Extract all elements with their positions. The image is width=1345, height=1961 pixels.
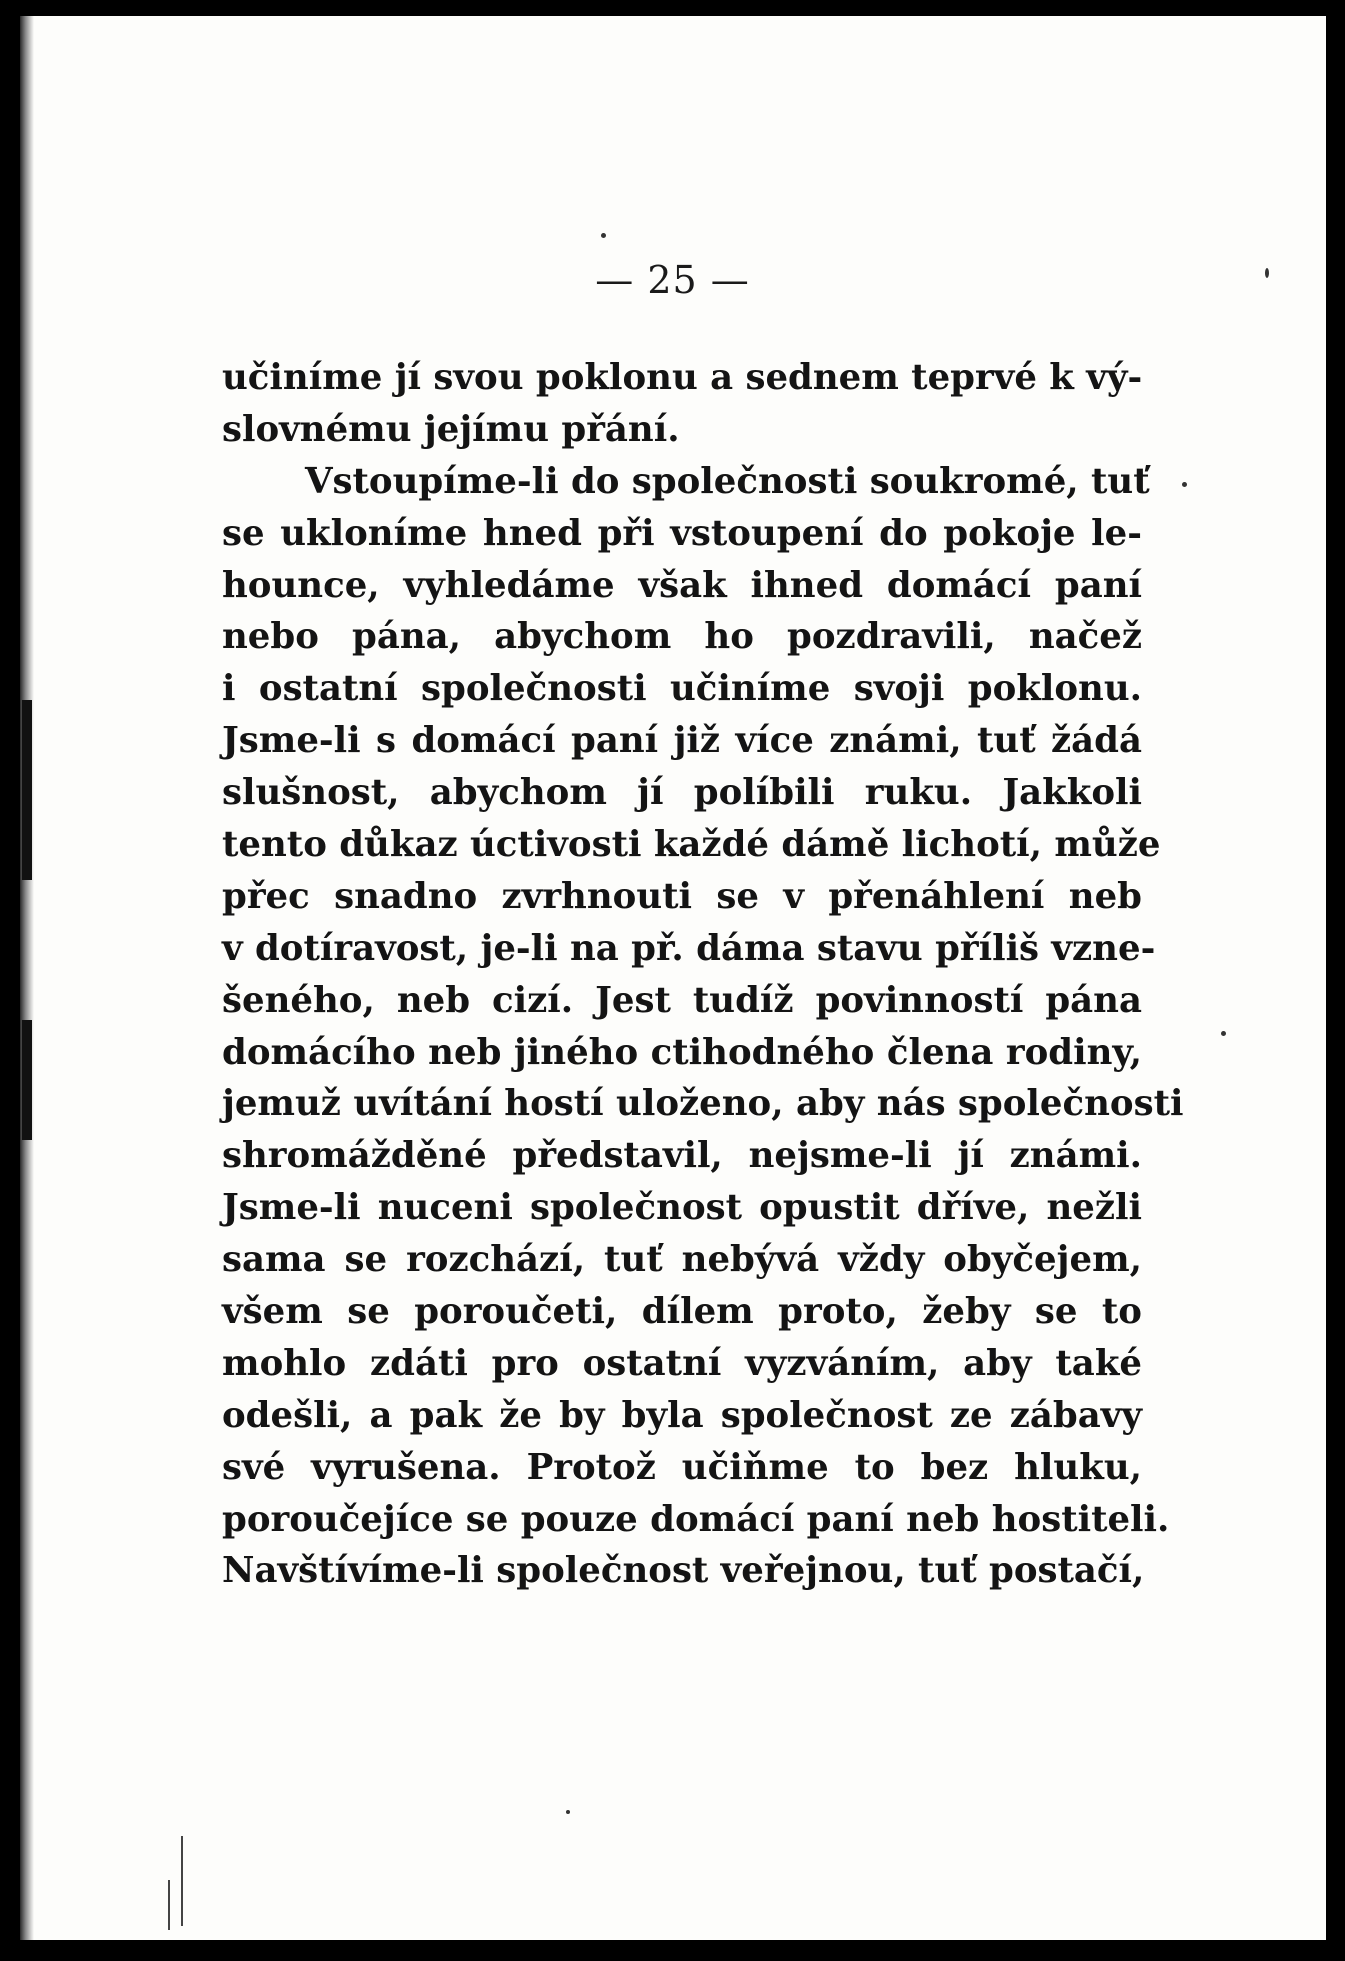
page-header [0,258,1345,302]
scan-streak [181,1836,183,1926]
text-line: shromážděné představil, nejsme-li jí známi. [222,1135,1142,1177]
scan-speck [566,1810,570,1814]
scan-speck [1265,268,1269,278]
scan-speck [1221,1031,1226,1036]
scan-speck [1182,482,1187,487]
text-line: i ostatní společnosti učiníme svoji poklonu. [222,668,1142,710]
text-line: tento důkaz úctivosti každé dámě lichotí, může [222,824,1161,866]
binding-shadow [22,700,32,880]
text-line: Jsme-li nuceni společnost opustit dříve, nežli [222,1187,1142,1229]
text-line: všem se poroučeti, dílem proto, žeby se to [222,1291,1142,1333]
text-line: nebo pána, abychom ho pozdravili, načež [222,616,1142,658]
page-number: — 25 — [595,258,750,302]
text-line: poroučejíce se pouze domácí paní neb hostiteli. [222,1498,1170,1540]
binding-shadow [22,1020,32,1140]
text-line: sama se rozchází, tuť nebývá vždy obyčejem, [222,1239,1142,1281]
text-line: v dotíravost, je-li na př. dáma stavu příliš vzne- [222,927,1156,969]
text-line: přec snadno zvrhnouti se v přenáhlení neb [222,875,1142,917]
text-line: odešli, a pak že by byla společnost ze zábavy [222,1394,1142,1436]
text-line: hounce, vyhledáme však ihned domácí paní [222,564,1142,606]
text-line: učiníme jí svou poklonu a sednem teprvé k vý- [222,357,1143,398]
page-binding-edge [20,16,34,1940]
text-line: mohlo zdáti pro ostatní vyzváním, aby také [222,1342,1142,1384]
text-line: Jsme-li s domácí paní již více známi, tuť žádá [222,720,1142,762]
scan-streak [168,1880,170,1930]
text-line: šeného, neb cizí. Jest tudíž povinností pána [222,979,1142,1021]
text-line: slušnost, abychom jí políbili ruku. Jakkoli [222,772,1142,814]
text-line: Vstoupíme-li do společnosti soukromé, tuť [305,460,1150,502]
text-line: slovnému jejímu přání. [222,408,680,450]
body-text [222,352,1184,1597]
text-line: Navštívíme-li společnost veřejnou, tuť postačí, [222,1550,1145,1592]
text-line: své vyrušena. Protož učiňme to bez hluku, [222,1446,1142,1488]
text-line: domácího neb jiného ctihodného člena rodiny, [222,1031,1142,1073]
text-line: jemuž uvítání hostí uloženo, aby nás společnosti [222,1083,1184,1125]
text-line: se ukloníme hned při vstoupení do pokoje le- [222,512,1142,554]
scan-speck [601,233,606,238]
